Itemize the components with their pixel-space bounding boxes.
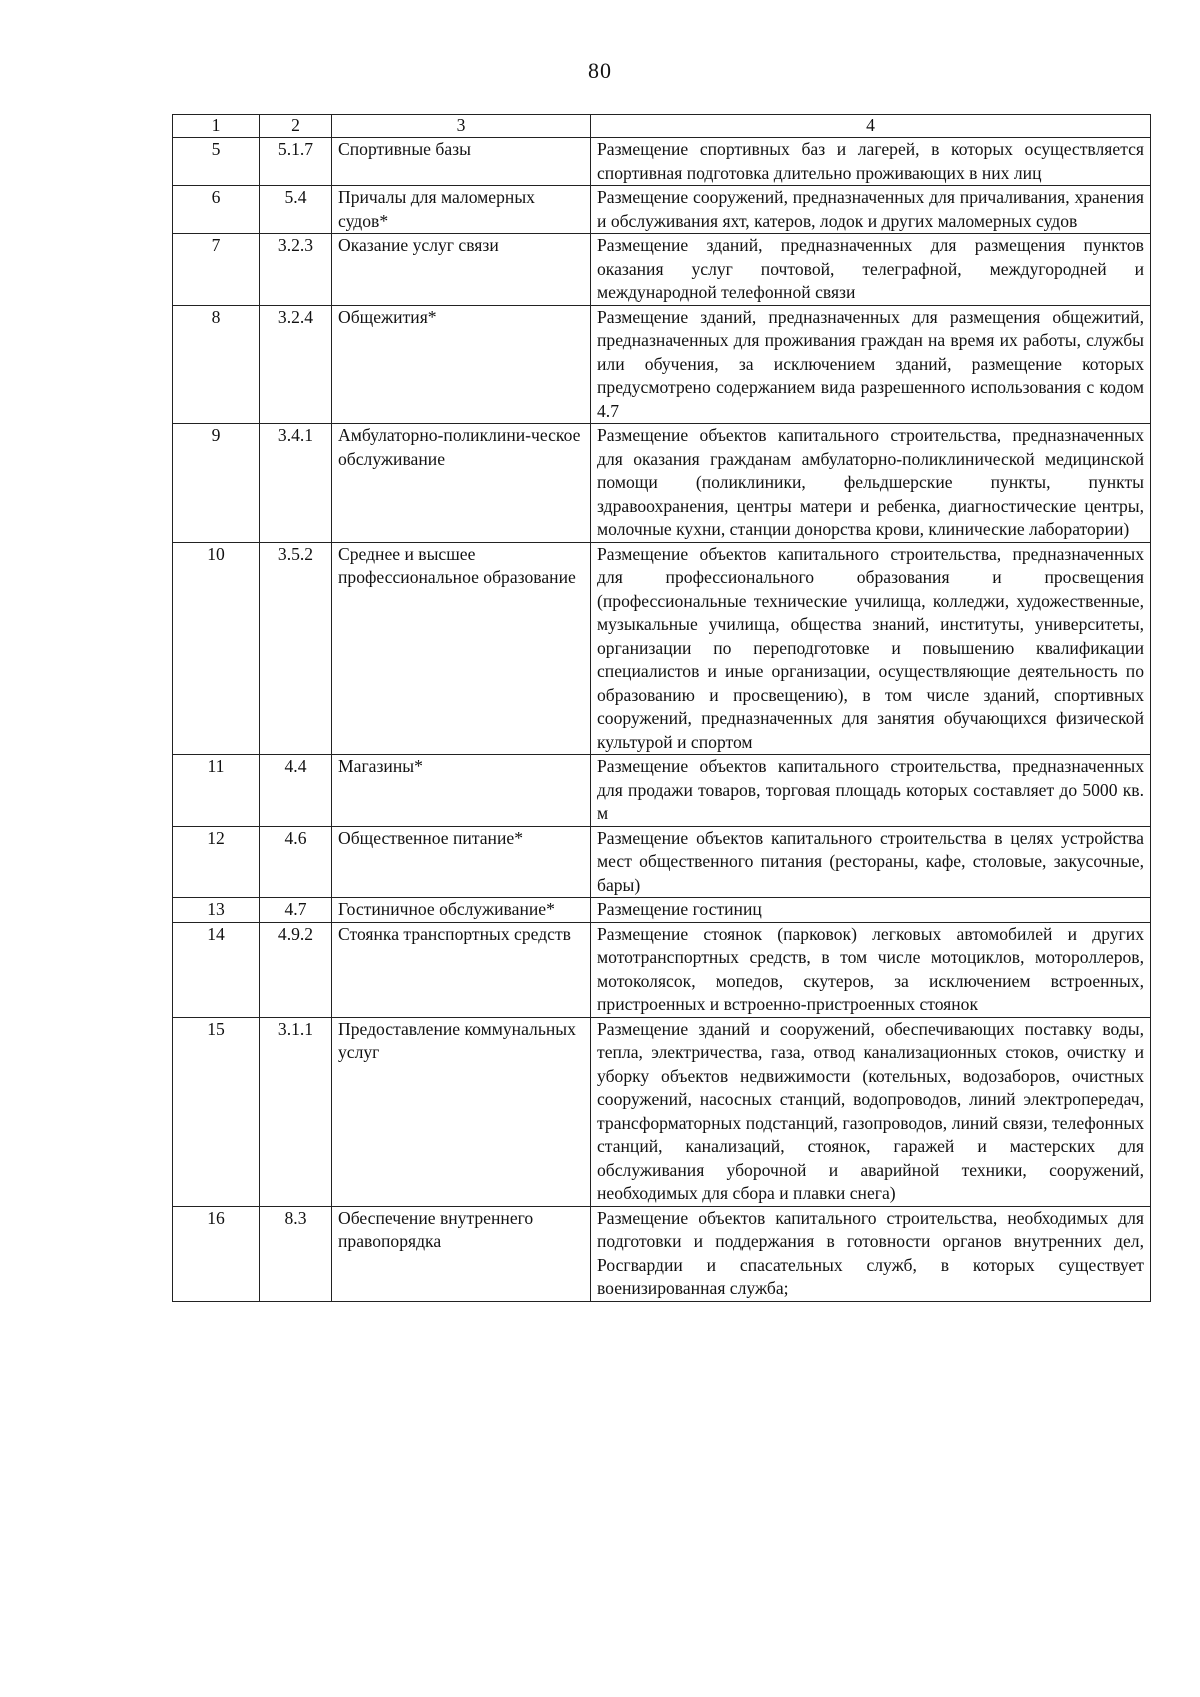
column-header-1: 1 — [173, 115, 260, 138]
table-row — [173, 138, 1151, 186]
use-name: Магазины* — [332, 755, 591, 827]
row-number: 10 — [173, 542, 260, 755]
use-description: Размещение спортивных баз и лагерей, в которых осуществляется спортивная подготовка длительно проживающих в них лиц — [591, 138, 1151, 186]
row-number: 7 — [173, 234, 260, 306]
table-header-row — [173, 115, 1151, 138]
use-code: 3.5.2 — [260, 542, 332, 755]
table-row — [173, 1017, 1151, 1206]
use-description: Размещение объектов капитального строительства, предназначенных для продажи товаров, торговая площадь которых составляет до 5000 кв. м — [591, 755, 1151, 827]
column-header-3: 3 — [332, 115, 591, 138]
use-description: Размещение объектов капитального строительства, предназначенных для профессионального образования и просвещения (профессиональные технические училища, колледжи, художественные, музыкальные училища, общества знаний, институты, университеты, организации по переподготовке и повышению квалификации специалистов и иные организации, осуществляющие деятельность по образованию и просвещению), в том числе зданий, спортивных сооружений, предназначенных для занятия обучающихся физической культурой и спортом — [591, 542, 1151, 755]
table-row — [173, 234, 1151, 306]
use-name: Гостиничное обслуживание* — [332, 898, 591, 923]
use-name: Причалы для маломерных судов* — [332, 186, 591, 234]
use-code: 3.2.3 — [260, 234, 332, 306]
table-row — [173, 826, 1151, 898]
use-description: Размещение зданий, предназначенных для размещения общежитий, предназначенных для проживания граждан на время их работы, службы или обучения, за исключением зданий, размещение которых предусмотрено содержанием вида разрешенного использования с кодом 4.7 — [591, 305, 1151, 424]
row-number: 5 — [173, 138, 260, 186]
use-name: Общежития* — [332, 305, 591, 424]
use-name: Стоянка транспортных средств — [332, 922, 591, 1017]
use-name: Общественное питание* — [332, 826, 591, 898]
table-row — [173, 898, 1151, 923]
row-number: 8 — [173, 305, 260, 424]
use-name: Среднее и высшее профессиональное образование — [332, 542, 591, 755]
use-description: Размещение объектов капитального строительства, предназначенных для оказания гражданам амбулаторно-поликлинической медицинской помощи (поликлиники, фельдшерские пункты, пункты здравоохранения, центры матери и ребенка, диагностические центры, молочные кухни, станции донорства крови, клинические лаборатории) — [591, 424, 1151, 543]
use-name: Предоставление коммунальных услуг — [332, 1017, 591, 1206]
use-description: Размещение зданий, предназначенных для размещения пунктов оказания услуг почтовой, телеграфной, междугородней и международной телефонной связи — [591, 234, 1151, 306]
column-header-2: 2 — [260, 115, 332, 138]
row-number: 11 — [173, 755, 260, 827]
use-code: 8.3 — [260, 1206, 332, 1301]
row-number: 9 — [173, 424, 260, 543]
use-name: Обеспечение внутреннего правопорядка — [332, 1206, 591, 1301]
use-code: 4.4 — [260, 755, 332, 827]
row-number: 6 — [173, 186, 260, 234]
use-description: Размещение объектов капитального строительства, необходимых для подготовки и поддержания в готовности органов внутренних дел, Росгвардии и спасательных служб, в которых существует военизированная служба; — [591, 1206, 1151, 1301]
use-code: 3.2.4 — [260, 305, 332, 424]
row-number: 12 — [173, 826, 260, 898]
use-description: Размещение объектов капитального строительства в целях устройства мест общественного питания (рестораны, кафе, столовые, закусочные, бары) — [591, 826, 1151, 898]
use-description: Размещение зданий и сооружений, обеспечивающих поставку воды, тепла, электричества, газа, отвод канализационных стоков, очистку и уборку объектов недвижимости (котельных, водозаборов, очистных сооружений, насосных станций, водопроводов, линий электропередач, трансформаторных подстанций, газопроводов, линий связи, телефонных станций, канализаций, стоянок, гаражей и мастерских для обслуживания уборочной и аварийной техники, сооружений, необходимых для сбора и плавки снега) — [591, 1017, 1151, 1206]
page-number: 80 — [588, 58, 612, 83]
table-row — [173, 424, 1151, 543]
table-row — [173, 305, 1151, 424]
use-code: 4.7 — [260, 898, 332, 923]
use-code: 3.1.1 — [260, 1017, 332, 1206]
table-row — [173, 1206, 1151, 1301]
use-description: Размещение стоянок (парковок) легковых автомобилей и других мототранспортных средств, в том числе мотоциклов, мотороллеров, мотоколясок, мопедов, скутеров, за исключением встроенных, пристроенных и встроенно-пристроенных стоянок — [591, 922, 1151, 1017]
land-use-table — [172, 114, 1151, 1302]
table-row — [173, 755, 1151, 827]
row-number: 13 — [173, 898, 260, 923]
column-header-4: 4 — [591, 115, 1151, 138]
use-code: 4.6 — [260, 826, 332, 898]
use-code: 5.4 — [260, 186, 332, 234]
row-number: 14 — [173, 922, 260, 1017]
table-row — [173, 186, 1151, 234]
row-number: 15 — [173, 1017, 260, 1206]
row-number: 16 — [173, 1206, 260, 1301]
table-row — [173, 542, 1151, 755]
use-name: Амбулаторно-поликлини-ческое обслуживание — [332, 424, 591, 543]
use-name: Оказание услуг связи — [332, 234, 591, 306]
use-description: Размещение гостиниц — [591, 898, 1151, 923]
use-code: 5.1.7 — [260, 138, 332, 186]
use-code: 3.4.1 — [260, 424, 332, 543]
use-code: 4.9.2 — [260, 922, 332, 1017]
table-row — [173, 922, 1151, 1017]
use-description: Размещение сооружений, предназначенных для причаливания, хранения и обслуживания яхт, катеров, лодок и других маломерных судов — [591, 186, 1151, 234]
use-name: Спортивные базы — [332, 138, 591, 186]
